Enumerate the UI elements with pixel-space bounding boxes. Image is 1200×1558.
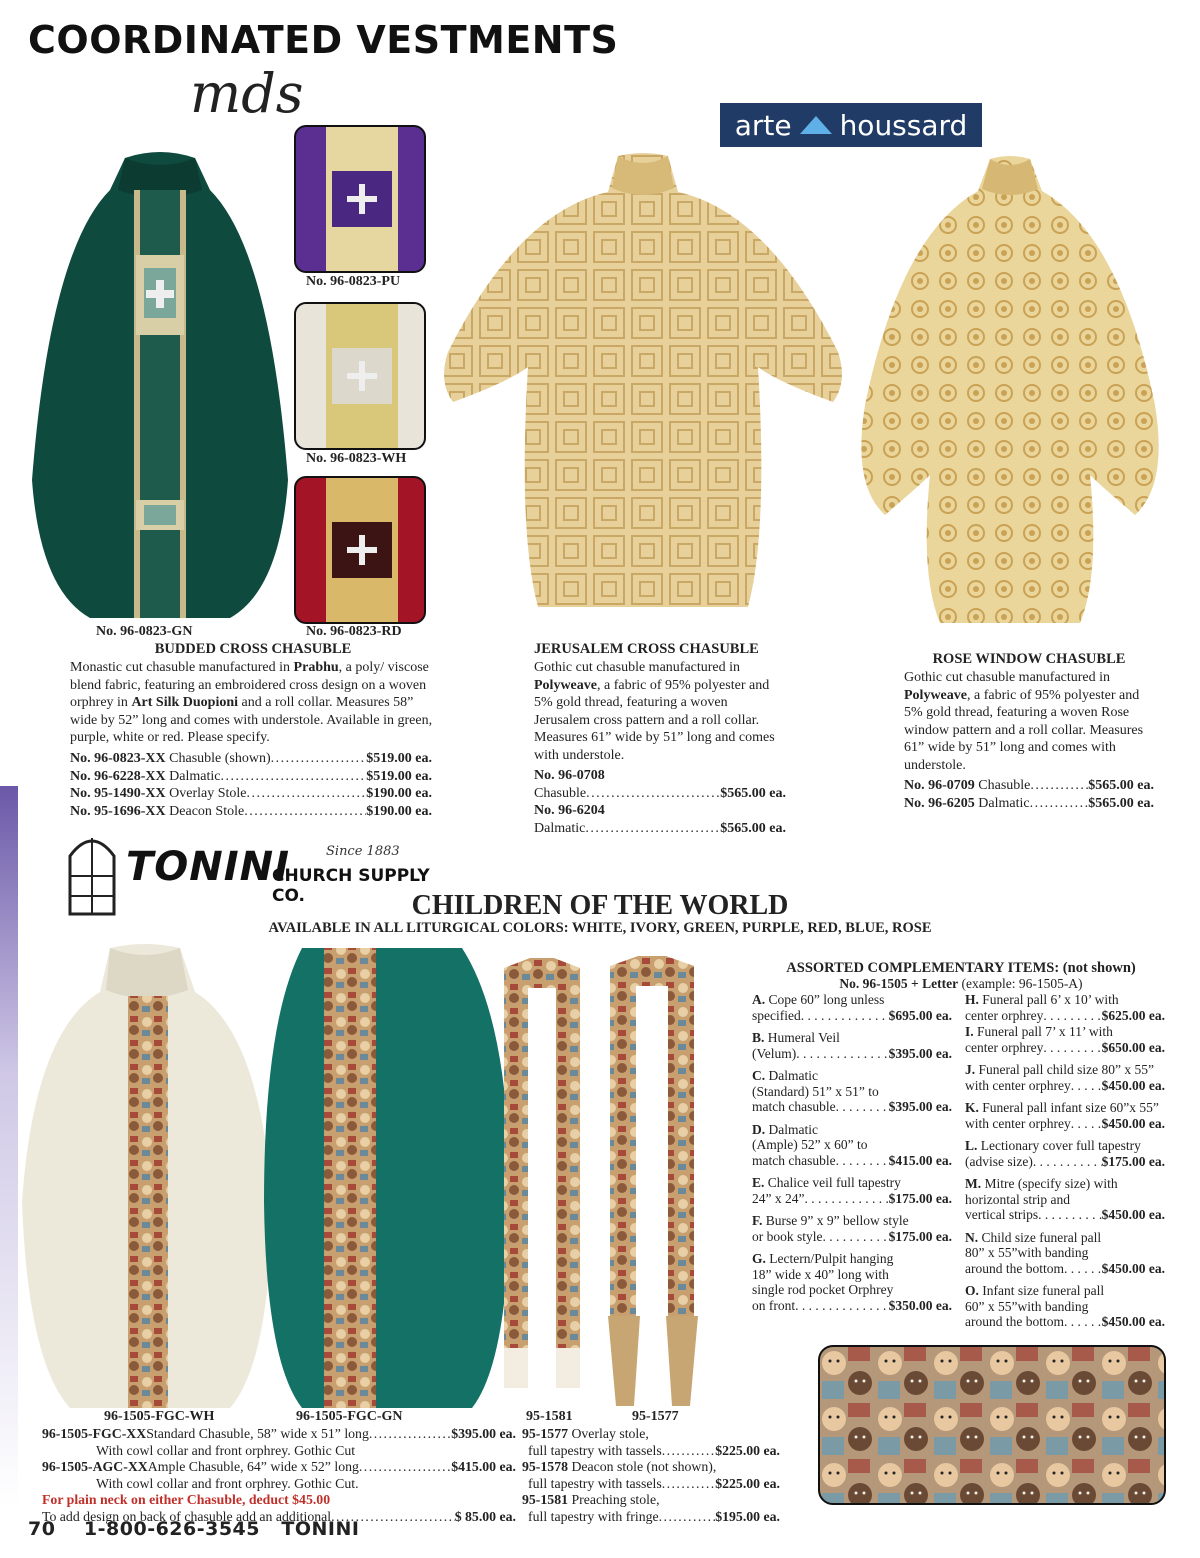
budded-title: BUDDED CROSS CHASUBLE bbox=[154, 641, 352, 657]
tonini-name: TONINI bbox=[126, 844, 291, 890]
children-white-label: 96-1505-FGC-WH bbox=[104, 1409, 215, 1424]
complementary-title: ASSORTED COMPLEMENTARY ITEMS: (not shown) bbox=[786, 960, 1136, 976]
chasuble-price-list: 96-1505-FGC-XX Standard Chasuble, 58” wide x 51” long . . . $395.00 ea. With cowl collar and front orphrey. Gothic Cut 96-1505-AGC-XX Ample Chasuble, 64” wide x 52” long . . . $415.00 ea. With cowl collar and front orphrey. Gothic Cut. For plain neck on either Chasuble, deduct $45.00 To add design on back of chasuble add an additional . . . $ 85.00 ea. bbox=[42, 1426, 516, 1525]
budded-price-list bbox=[70, 750, 432, 820]
swatch-purple-label: No. 96-0823-PU bbox=[306, 274, 401, 289]
jerusalem-title: JERUSALEM CROSS CHASUBLE bbox=[534, 641, 759, 657]
arte-logo-right: houssard bbox=[839, 108, 968, 142]
stole-price-list: 95-1577 Overlay stole, full tapestry with tassels . . . $225.00 ea. 95-1578 Deacon stole (not shown), full tapestry with tassels . . . $225.00 ea. 95-1581 Preaching stole, full tapestry with fringe . . . $195.00 ea. bbox=[522, 1426, 780, 1525]
page-number: 70 bbox=[28, 1518, 56, 1540]
list-item: N. Child size funeral pall 80” x 55”with banding around the bottom . . . $450.00 ea. bbox=[965, 1230, 1165, 1277]
list-item: D. Dalmatic (Ample) 52” x 60” to match chasuble . . . $415.00 ea. bbox=[752, 1122, 952, 1169]
jerusalem-chasuble-image bbox=[438, 152, 848, 612]
list-item: B. Humeral Veil (Velum) . . . $395.00 ea. bbox=[752, 1030, 952, 1061]
mds-logo: mds bbox=[190, 62, 304, 125]
swatch-white-label: No. 96-0823-WH bbox=[306, 451, 407, 466]
list-item: H. Funeral pall 6’ x 10’ with center orphrey . . . $625.00 ea. bbox=[965, 992, 1165, 1023]
triangle-icon bbox=[800, 116, 832, 134]
children-title: CHILDREN OF THE WORLD bbox=[411, 890, 789, 921]
price-row: No. 96-6228-XX Dalmatic . . . $519.00 ea. bbox=[70, 768, 432, 786]
list-item: O. Infant size funeral pall 60” x 55”with banding around the bottom . . . $450.00 ea. bbox=[965, 1283, 1165, 1330]
phone-number: 1-800-626-3545 bbox=[83, 1518, 261, 1540]
complementary-item-number: No. 96-1505 + Letter (example: 96-1505-A) bbox=[839, 976, 1083, 991]
budded-description: Monastic cut chasuble manufactured in Prabhu, a poly/ viscose blend fabric, featuring an embroidered cross design on a woven orphrey in Art Silk Duopioni and a roll collar. Measures 58” wide by 52” long and comes with understole. Available in green, purple, white or red. Please specify. bbox=[70, 660, 433, 745]
swatch-white-image bbox=[294, 302, 426, 450]
rose-description: Gothic cut chasuble manufactured in Polyweave, a fabric of 95% polyester and 5% gold thread, featuring a woven Rose window pattern and a roll collar. Measures 61” wide by 51” long and comes with understole. bbox=[904, 670, 1144, 773]
tonini-since: Since 1883 bbox=[326, 844, 400, 859]
list-item: M. Mitre (specify size) with horizontal strip and vertical strips . . . $450.00 ea. bbox=[965, 1176, 1165, 1223]
children-subtitle: AVAILABLE IN ALL LITURGICAL COLORS: WHITE, IVORY, GREEN, PURPLE, RED, BLUE, ROSE bbox=[268, 920, 932, 936]
children-green-label: 96-1505-FGC-GN bbox=[296, 1409, 403, 1424]
children-chasuble-green-image bbox=[262, 942, 512, 1412]
list-item: F. Burse 9” x 9” bellow style or book style . . . $175.00 ea. bbox=[752, 1213, 952, 1244]
tapestry-closeup-image bbox=[818, 1345, 1166, 1505]
budded-chasuble-green-image bbox=[30, 150, 290, 622]
price-row: No. 95-1490-XX Overlay Stole . . . $190.00 ea. bbox=[70, 785, 432, 803]
list-item: I. Funeral pall 7’ x 11’ with center orphrey . . . $650.00 ea. bbox=[965, 1024, 1165, 1055]
deduct-note: For plain neck on either Chasuble, deduct $45.00 bbox=[42, 1492, 331, 1507]
budded-red-label: No. 96-0823-RD bbox=[306, 624, 402, 639]
stole-1577-label: 95-1577 bbox=[632, 1409, 679, 1424]
list-item: G. Lectern/Pulpit hanging 18” wide x 40” long with single rod pocket Orphrey on front . . . $350.00 ea. bbox=[752, 1251, 952, 1313]
footer bbox=[28, 1518, 359, 1540]
list-item: A. Cope 60” long unless specified . . . $695.00 ea. bbox=[752, 992, 952, 1023]
complementary-left-column bbox=[752, 992, 952, 1313]
swatch-red-image bbox=[294, 476, 426, 624]
page-title: COORDINATED VESTMENTS bbox=[28, 18, 619, 62]
complementary-right-column bbox=[965, 992, 1165, 1330]
preaching-stole-image bbox=[496, 958, 588, 1408]
swatch-purple-image bbox=[294, 125, 426, 273]
list-item: J. Funeral pall child size 80” x 55” with center orphrey . . . $450.00 ea. bbox=[965, 1062, 1165, 1093]
arte-logo-left: arte bbox=[734, 108, 792, 142]
list-item: C. Dalmatic (Standard) 51” x 51” to match chasuble . . . $395.00 ea. bbox=[752, 1068, 952, 1115]
rose-price-list: No. 96-0709 Chasuble . . . $565.00 ea. No. 96-6205 Dalmatic . . . $565.00 ea. bbox=[904, 777, 1154, 812]
overlay-stole-image bbox=[604, 956, 702, 1416]
stole-1581-label: 95-1581 bbox=[526, 1409, 573, 1424]
children-chasuble-white-image bbox=[20, 942, 275, 1412]
jerusalem-description: Gothic cut chasuble manufactured in Polyweave, a fabric of 95% polyester and 5% gold thread, featuring a woven Jerusalem cross pattern and a roll collar. Measures 61” wide by 51” long and comes with understole. bbox=[534, 660, 775, 763]
tonini-company: CHURCH SUPPLY CO. bbox=[272, 866, 430, 906]
list-item: E. Chalice veil full tapestry 24” x 24” . . . $175.00 ea. bbox=[752, 1175, 952, 1206]
budded-green-label: No. 96-0823-GN bbox=[96, 624, 193, 639]
footer-brand: TONINI bbox=[281, 1518, 360, 1540]
price-row: No. 95-1696-XX Deacon Stole . . . $190.00 ea. bbox=[70, 803, 432, 821]
rose-window-chasuble-image bbox=[850, 155, 1170, 625]
list-item: L. Lectionary cover full tapestry (advise size) . . . $175.00 ea. bbox=[965, 1138, 1165, 1169]
list-item: K. Funeral pall infant size 60”x 55” with center orphrey . . . $450.00 ea. bbox=[965, 1100, 1165, 1131]
jerusalem-price-list: No. 96-0708 Chasuble . . . $565.00 ea. No. 96-6204 Dalmatic . . . $565.00 ea. bbox=[534, 767, 786, 837]
price-row: No. 96-0823-XX Chasuble (shown) . . . $519.00 ea. bbox=[70, 750, 432, 768]
arte-houssard-logo bbox=[720, 103, 982, 147]
rose-title: ROSE WINDOW CHASUBLE bbox=[932, 651, 1126, 667]
